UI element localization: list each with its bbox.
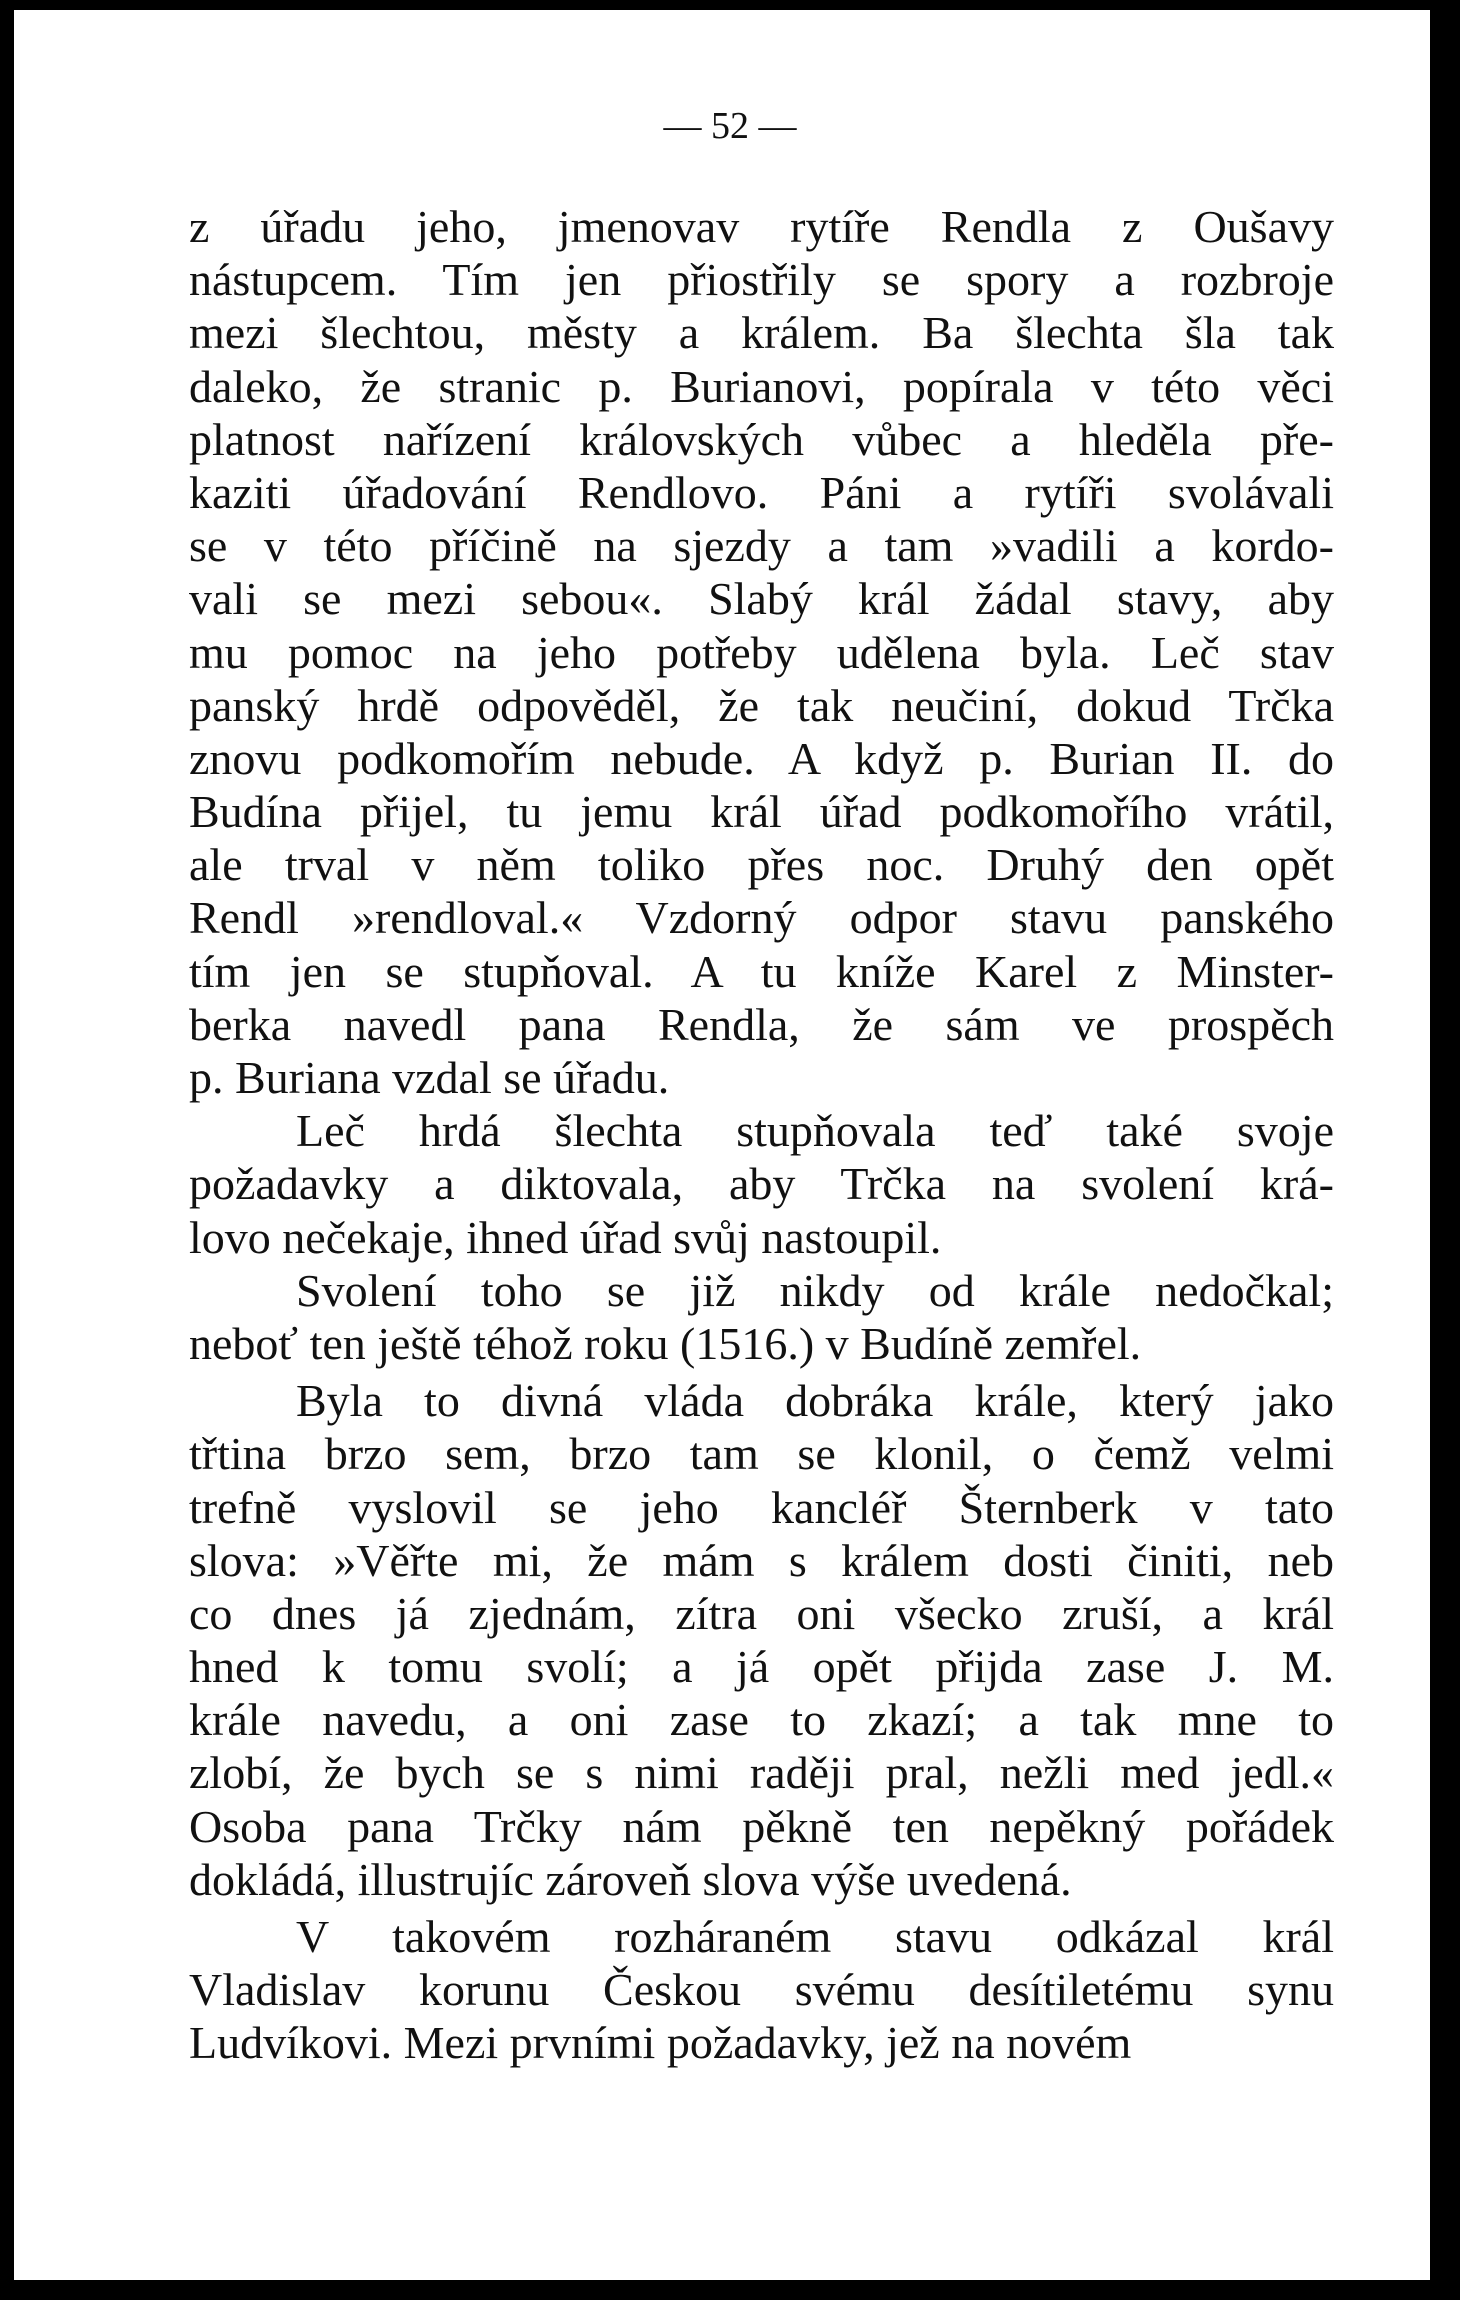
text-line: vali se mezi sebou«. Slabý král žádal stavy, aby bbox=[189, 573, 1334, 625]
paragraph bbox=[189, 1374, 1334, 1906]
text-line: trefně vyslovil se jeho kancléř Šternberk v tato bbox=[189, 1481, 1334, 1533]
paragraph bbox=[189, 200, 1334, 1104]
text-line: zlobí, že bych se s nimi raději pral, nežli med jedl.« bbox=[189, 1747, 1334, 1799]
paragraph bbox=[189, 1264, 1334, 1370]
text-line: platnost nařízení královských vůbec a hleděla pře- bbox=[189, 413, 1334, 465]
text-line: ale trval v něm toliko přes noc. Druhý den opět bbox=[189, 839, 1334, 891]
text-line: V takovém rozháraném stavu odkázal král bbox=[296, 1911, 1334, 1962]
text-line: hned k tomu svolí; a já opět přijda zase J. M. bbox=[189, 1641, 1334, 1693]
text-line: se v této příčině na sjezdy a tam »vadili a kordo- bbox=[189, 520, 1334, 572]
text-line: mezi šlechtou, městy a králem. Ba šlechta šla tak bbox=[189, 307, 1334, 359]
text-line: požadavky a diktovala, aby Trčka na svolení krá- bbox=[189, 1158, 1334, 1210]
text-line: neboť ten ještě téhož roku (1516.) v Budíně zemřel. bbox=[189, 1317, 1142, 1369]
text-line: tím jen se stupňoval. A tu kníže Karel z Minster- bbox=[189, 945, 1334, 997]
text-line: Ludvíkovi. Mezi prvními požadavky, jež na novém bbox=[189, 2017, 1132, 2069]
text-line: Vladislav korunu Českou svému desítiletému synu bbox=[189, 1964, 1334, 2016]
paragraph bbox=[189, 1104, 1334, 1264]
text-line: znovu podkomořím nebude. A když p. Burian II. do bbox=[189, 732, 1334, 784]
text-line: slova: »Věřte mi, že mám s králem dosti činiti, neb bbox=[189, 1534, 1334, 1586]
text-line: panský hrdě odpověděl, že tak neučiní, dokud Trčka bbox=[189, 679, 1334, 731]
text-line: Svolení toho se již nikdy od krále nedočkal; bbox=[296, 1264, 1334, 1316]
text-line: daleko, že stranic p. Burianovi, popírala v této věci bbox=[189, 360, 1334, 412]
text-line: z úřadu jeho, jmenovav rytíře Rendla z Oušavy bbox=[189, 201, 1334, 252]
text-line: co dnes já zjednám, zítra oni všecko zruší, a král bbox=[189, 1587, 1334, 1639]
text-line: Byla to divná vláda dobráka krále, který jako bbox=[296, 1375, 1334, 1427]
text-line: Rendl »rendloval.« Vzdorný odpor stavu panského bbox=[189, 892, 1334, 944]
text-line: krále navedu, a oni zase to zkazí; a tak mne to bbox=[189, 1694, 1334, 1746]
text-line: dokládá, illustrujíc zároveň slova výše uvedená. bbox=[189, 1853, 1072, 1905]
text-line: nástupcem. Tím jen přiostřily se spory a rozbroje bbox=[189, 254, 1334, 306]
text-line: Leč hrdá šlechta stupňovala teď také svoje bbox=[296, 1105, 1334, 1157]
text-line: Budína přijel, tu jemu král úřad podkomořího vrátil, bbox=[189, 786, 1334, 838]
text-line: třtina brzo sem, brzo tam se klonil, o čemž velmi bbox=[189, 1428, 1334, 1480]
text-line: p. Buriana vzdal se úřadu. bbox=[189, 1052, 670, 1103]
page-number: — 52 — bbox=[663, 105, 797, 147]
text-line: Osoba pana Trčky nám pěkně ten nepěkný pořádek bbox=[189, 1800, 1334, 1852]
text-line: lovo nečekaje, ihned úřad svůj nastoupil. bbox=[189, 1211, 942, 1263]
text-line: mu pomoc na jeho potřeby udělena byla. Leč stav bbox=[189, 626, 1334, 678]
text-line: berka navedl pana Rendla, že sám ve prospěch bbox=[189, 998, 1334, 1050]
body-text bbox=[189, 200, 1334, 2070]
text-line: kaziti úřadování Rendlovo. Páni a rytíři svolávali bbox=[189, 466, 1334, 518]
paragraph bbox=[189, 1910, 1334, 2070]
scan-edge bbox=[1432, 0, 1460, 2300]
